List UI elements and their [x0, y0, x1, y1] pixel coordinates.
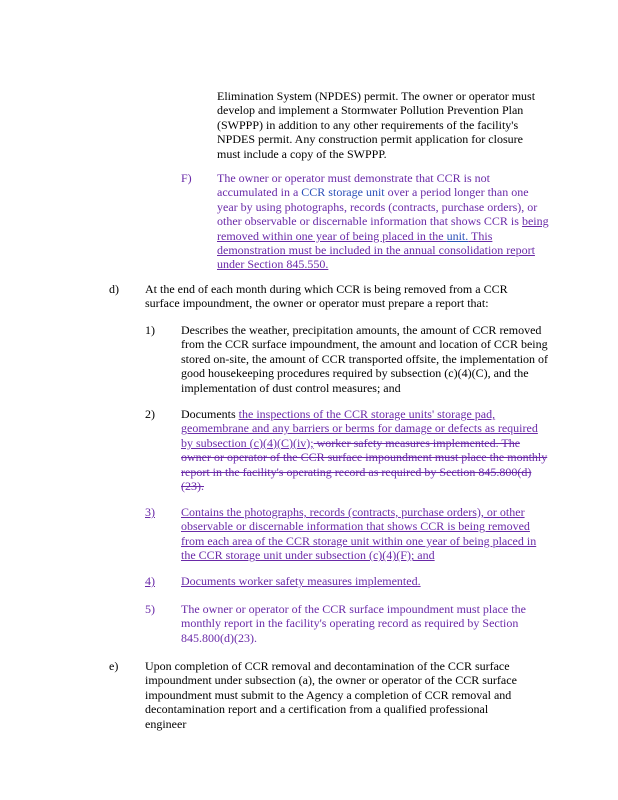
item-d-text: At the end of each month during which CCR is being removed from a CCR surface impoundment, the owner or operator must prepare a report that:: [145, 282, 508, 311]
item-f-storage-unit: CCR storage unit: [301, 185, 385, 200]
item-d2-label: 2): [145, 407, 155, 421]
item-f-text: [217, 171, 549, 272]
item-d5-text: The owner or operator of the CCR surface impoundment must place the monthly report in the facility's operating record as required by Section 845.800(d)(23).: [181, 602, 526, 645]
intro-paragraph-text: Elimination System (NPDES) permit. The owner or operator must develop and implement a Stormwater Pollution Prevention Plan (SWPPP) in addition to any other requirements of the facility's NPDES permit. Any construction permit application for closure must include a copy of the SWPPP.: [217, 89, 536, 161]
item-f-label: F): [181, 171, 192, 185]
item-d2-inserted: the inspections of the CCR storage units' storage pad, geomembrane and any barriers or berms for damage or defects as required by subsection (c)(4)(C)(iv);: [181, 407, 538, 450]
item-d3-label: 3): [145, 505, 155, 519]
item-d3-text: Contains the photographs, records (contracts, purchase orders), or other observable or discernable information that shows CCR is being removed from each area of the CCR storage unit within one year of being placed in the CCR storage unit under subsection (c)(4)(F); and: [181, 505, 537, 563]
item-f-text-6: This demonstration must be included in the annual consolidation report under Section 845.550.: [217, 228, 535, 272]
item-f-text-3: over a period longer than one year by using photographs, records (contracts, purchase orders), or other observable or discernable information that shows CCR is: [217, 185, 538, 229]
item-d2-deleted: worker safety measures implemented. The owner or operator of the CCR surface impoundment must place the monthly report in the facility's operating record as required by Section 845.800(d)(23).: [181, 435, 548, 494]
item-e-label: e): [109, 659, 119, 673]
item-f-text-1: The owner or operator must demonstrate that CCR is not accumulated in a: [217, 171, 490, 200]
intro-paragraph: [217, 89, 549, 161]
item-d4-label: 4): [145, 574, 155, 588]
item-d4-text: Documents worker safety measures implemented.: [181, 574, 421, 588]
item-d1-text: Describes the weather, precipitation amounts, the amount of CCR removed from the CCR surface impoundment, the amount and location of CCR being stored on-site, the amount of CCR transported offsite, the implementation of good housekeeping procedures required by subsection (c)(4)(C), and the implementation of dust control measures; and: [181, 323, 549, 395]
item-f-text-4: being removed within one year of being placed in the: [217, 214, 549, 243]
item-d2-text: [181, 407, 549, 493]
item-e-text: Upon completion of CCR removal and decontamination of the CCR surface impoundment under subsection (a), the owner or operator of the CCR surface impoundment must submit to the Agency a completion of CCR removal and decontamination report and a certification from a qualified professional engineer: [145, 659, 517, 731]
item-d5-label: 5): [145, 602, 155, 616]
item-d1-label: 1): [145, 323, 155, 337]
item-d2-text-plain: Documents: [181, 407, 239, 421]
item-d-label: d): [109, 282, 119, 296]
item-f-unit: unit.: [446, 228, 469, 243]
